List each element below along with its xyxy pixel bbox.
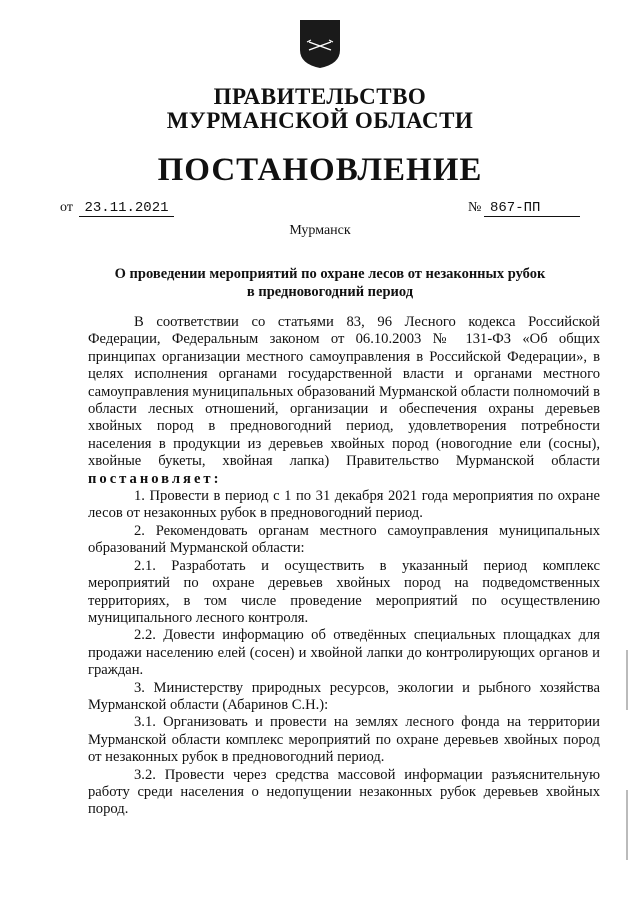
paragraph-2: 2. Рекомендовать органам местного самоуправления муниципальных образований Мурманской области: xyxy=(88,522,600,557)
document-type: ПОСТАНОВЛЕНИЕ xyxy=(157,152,483,188)
scan-edge-mark xyxy=(626,790,628,860)
document-title xyxy=(80,265,580,301)
paragraph-2-2: 2.2. Довести информацию об отведённых специальных площадках для продажи населению елей (сосен) и хвойной лапки до контролирующих органов и граждан. xyxy=(88,627,600,679)
resolution-word: постановляет: xyxy=(88,470,222,487)
paragraph-1: 1. Провести в период с 1 по 31 декабря 2021 года мероприятия по охране лесов от незаконных рубок в предновогодний период. xyxy=(88,488,600,522)
coat-of-arms-icon xyxy=(298,18,342,70)
title-line1: О проведении мероприятий по охране лесов от незаконных рубок xyxy=(114,266,546,282)
paragraph-3-2: 3.2. Провести через средства массовой информации разъяснительную работу среди населения о недопущении незаконных рубок деревьев хвойных пород. xyxy=(88,766,600,818)
government-name-line2: МУРМАНСКОЙ ОБЛАСТИ xyxy=(166,108,474,133)
government-name-line1: ПРАВИТЕЛЬСТВО xyxy=(213,84,427,109)
number-prefix: № xyxy=(468,200,482,215)
city: Мурманск xyxy=(289,223,351,238)
preamble-text: В соответствии со статьями 83, 96 Лесного кодекса Российской Федерации, Федеральным законом от 06.10.2003 № 131-ФЗ «Об общих принципах организации местного самоуправления в Российской Федерации», в целях исполнения органами государственной власти и органами местного самоуправления муниципальных образований Мурманской области полномочий в области лесных отношений, организации и обеспечения охраны деревьев хвойных пород в предновогодний период, удовлетворения потребности населения в продукции из деревьев хвойных пород (новогодние ели (сосны), хвойные букеты, хвойная лапка) Правительство Мурманской области xyxy=(88,314,600,470)
scan-edge-mark xyxy=(626,650,628,710)
title-line2: в предновогодний период xyxy=(246,284,414,300)
paragraph-3-1: 3.1. Организовать и провести на землях лесного фонда на территории Мурманской области комплекс мероприятий по охране деревьев хвойных пород от незаконных рубок в предновогодний период. xyxy=(88,714,600,766)
document-number: 867-ПП xyxy=(484,200,580,217)
paragraph-3: 3. Министерству природных ресурсов, экологии и рыбного хозяйства Мурманской области (Абаринов С.Н.): xyxy=(88,679,600,713)
paragraph-preamble xyxy=(88,314,600,488)
date-prefix: от xyxy=(60,200,73,215)
document-date: 23.11.2021 xyxy=(79,200,174,217)
paragraph-2-1: 2.1. Разработать и осуществить в указанный период комплекс мероприятий по охране деревьев хвойных пород на подведомственных территориях, в том числе проведение мероприятий по осуществлению муниципального лесного контроля. xyxy=(88,557,600,626)
document-body xyxy=(88,314,600,819)
